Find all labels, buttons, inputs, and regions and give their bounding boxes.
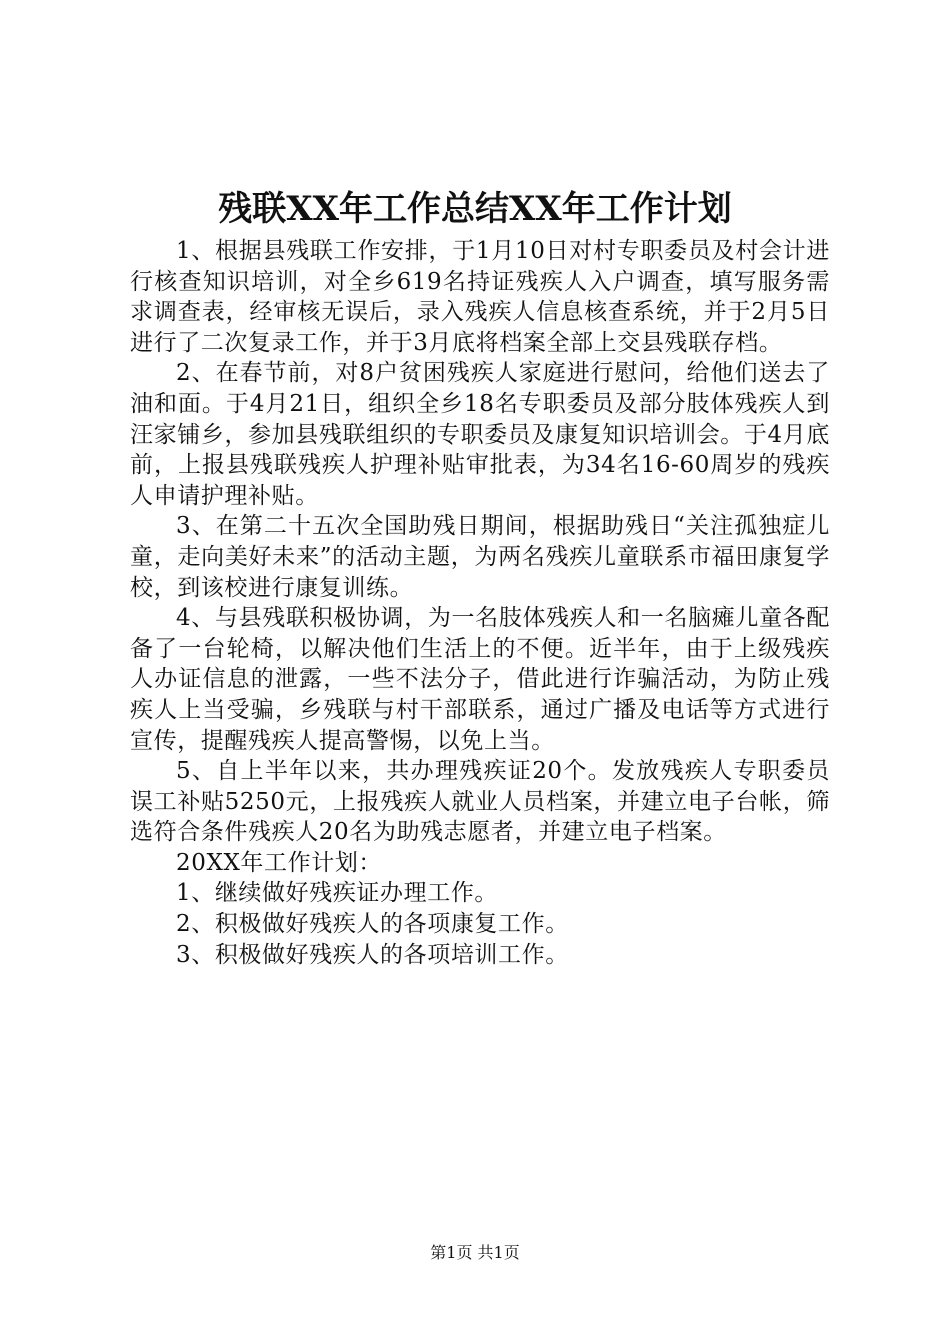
paragraph-3: 3、在第二十五次全国助残日期间，根据助残日“关注孤独症儿童，走向美好未来”的活动主题，为两名残疾儿童联系市福田康复学校，到该校进行康复训练。: [130, 513, 830, 601]
paragraph-5: 5、自上半年以来，共办理残疾证20个。发放残疾人专职委员误工补贴5250元，上报残疾人就业人员档案，并建立电子台帐，筛选符合条件残疾人20名为助残志愿者，并建立电子档案。: [130, 758, 830, 846]
paragraph-4: 4、与县残联积极协调，为一名肢体残疾人和一名脑瘫儿童各配备了一台轮椅，以解决他们生活上的不便。近半年，由于上级残疾人办证信息的泄露，一些不法分子，借此进行诈骗活动，为防止残疾人上当受骗，乡残联与村干部联系，通过广播及电话等方式进行宣传，提醒残疾人提高警惕，以免上当。: [130, 605, 830, 754]
plan-item-3: 3、积极做好残疾人的各项培训工作。: [176, 941, 569, 968]
document-title: 残联XX年工作总结XX年工作计划: [218, 189, 732, 229]
plan-heading: 20XX年工作计划：: [176, 849, 383, 876]
paragraph-2: 2、在春节前，对8户贫困残疾人家庭进行慰问，给他们送去了油和面。于4月21日，组织全乡18名专职委员及部分肢体残疾人到汪家铺乡，参加县残联组织的专职委员及康复知识培训会。于4月底前，上报县残联残疾人护理补贴审批表，为34名16-60周岁的残疾人申请护理补贴。: [130, 360, 830, 509]
page-number-footer: 第1页 共1页: [430, 1243, 520, 1262]
paragraph-1: 1、根据县残联工作安排，于1月10日对村专职委员及村会计进行核查知识培训，对全乡619名持证残疾人入户调查，填写服务需求调查表，经审核无误后，录入残疾人信息核查系统，并于2月5日进行了二次复录工作，并于3月底将档案全部上交县残联存档。: [130, 238, 830, 356]
plan-item-1: 1、继续做好残疾证办理工作。: [176, 880, 499, 907]
document-body: [130, 236, 830, 970]
plan-item-2: 2、积极做好残疾人的各项康复工作。: [176, 911, 569, 938]
